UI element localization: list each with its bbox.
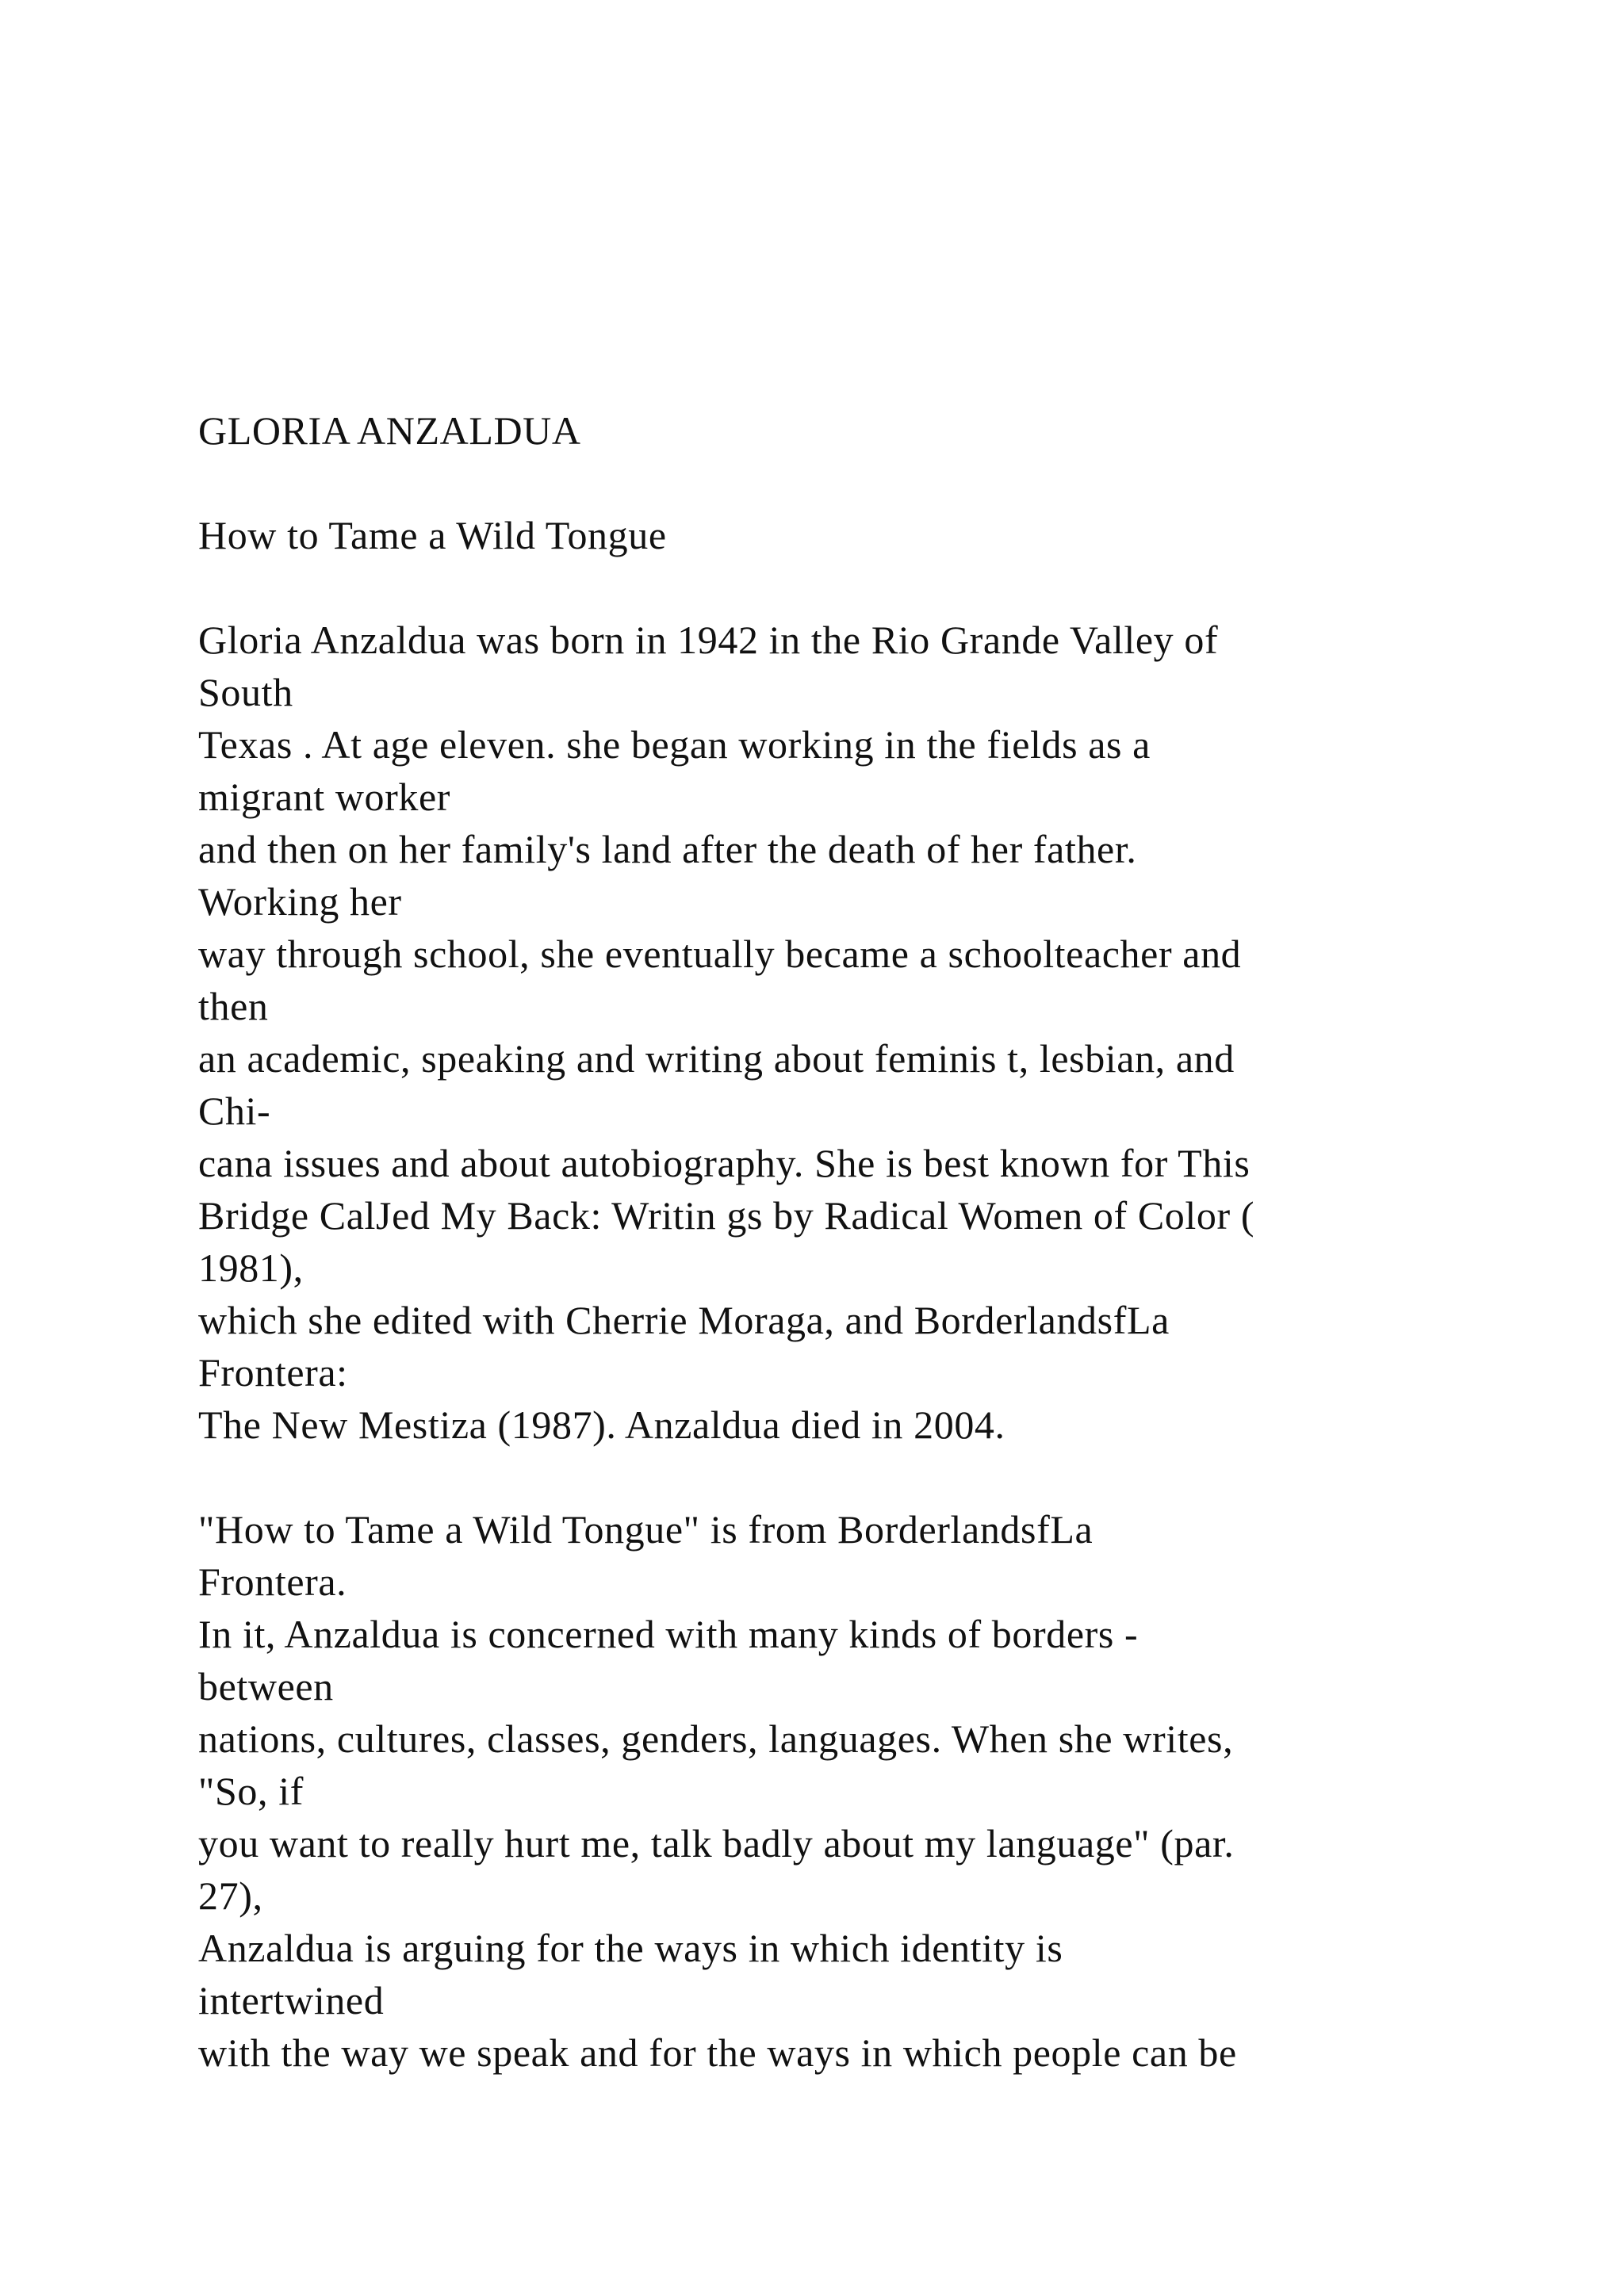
intro-line: "How to Tame a Wild Tongue" is from BorderlandsfLa (198, 1507, 1094, 1552)
bio-line: cana issues and about autobiography. She is best known for This (198, 1141, 1251, 1185)
intro-paragraph (198, 1503, 1562, 2079)
bio-line: Texas . At age eleven. she began working in the fields as a (198, 722, 1151, 767)
bio-line: The New Mestiza (1987). Anzaldua died in 2004. (198, 1402, 1005, 1447)
bio-line: then (198, 984, 269, 1028)
intro-line: Frontera. (198, 1559, 347, 1604)
spacer (198, 561, 1562, 614)
spacer (198, 457, 1562, 509)
author-heading: GLORIA ANZALDUA (198, 408, 581, 453)
bio-line: Bridge CalJed My Back: Writin gs by Radical Women of Color ( (198, 1193, 1255, 1238)
bio-line: which she edited with Cherrie Moraga, and BorderlandsfLa (198, 1298, 1170, 1342)
bio-line: Chi- (198, 1089, 271, 1133)
bio-line: migrant worker (198, 775, 451, 819)
intro-line: "So, if (198, 1769, 304, 1813)
intro-line: between (198, 1664, 334, 1709)
bio-line: Working her (198, 879, 402, 924)
intro-line: nations, cultures, classes, genders, languages. When she writes, (198, 1716, 1234, 1761)
bio-line: South (198, 670, 293, 714)
document-text (198, 404, 1562, 2079)
bio-line: Frontera: (198, 1350, 348, 1395)
bio-line: way through school, she eventually became a schoolteacher and (198, 932, 1242, 976)
intro-line: with the way we speak and for the ways in which people can be (198, 2030, 1237, 2075)
spacer (198, 1451, 1562, 1503)
intro-line: you want to really hurt me, talk badly about my language" (par. (198, 1821, 1235, 1866)
bio-line: 1981), (198, 1246, 304, 1290)
essay-title: How to Tame a Wild Tongue (198, 513, 667, 557)
bio-line: Gloria Anzaldua was born in 1942 in the Rio Grande Valley of (198, 618, 1219, 662)
intro-line: In it, Anzaldua is concerned with many kinds of borders - (198, 1612, 1139, 1656)
intro-line: 27), (198, 1873, 263, 1918)
intro-line: Anzaldua is arguing for the ways in which identity is (198, 1926, 1063, 1970)
bio-line: and then on her family's land after the death of her father. (198, 827, 1137, 871)
intro-line: intertwined (198, 1978, 385, 2022)
bio-line: an academic, speaking and writing about feminis t, lesbian, and (198, 1036, 1235, 1081)
bio-paragraph (198, 614, 1562, 1451)
